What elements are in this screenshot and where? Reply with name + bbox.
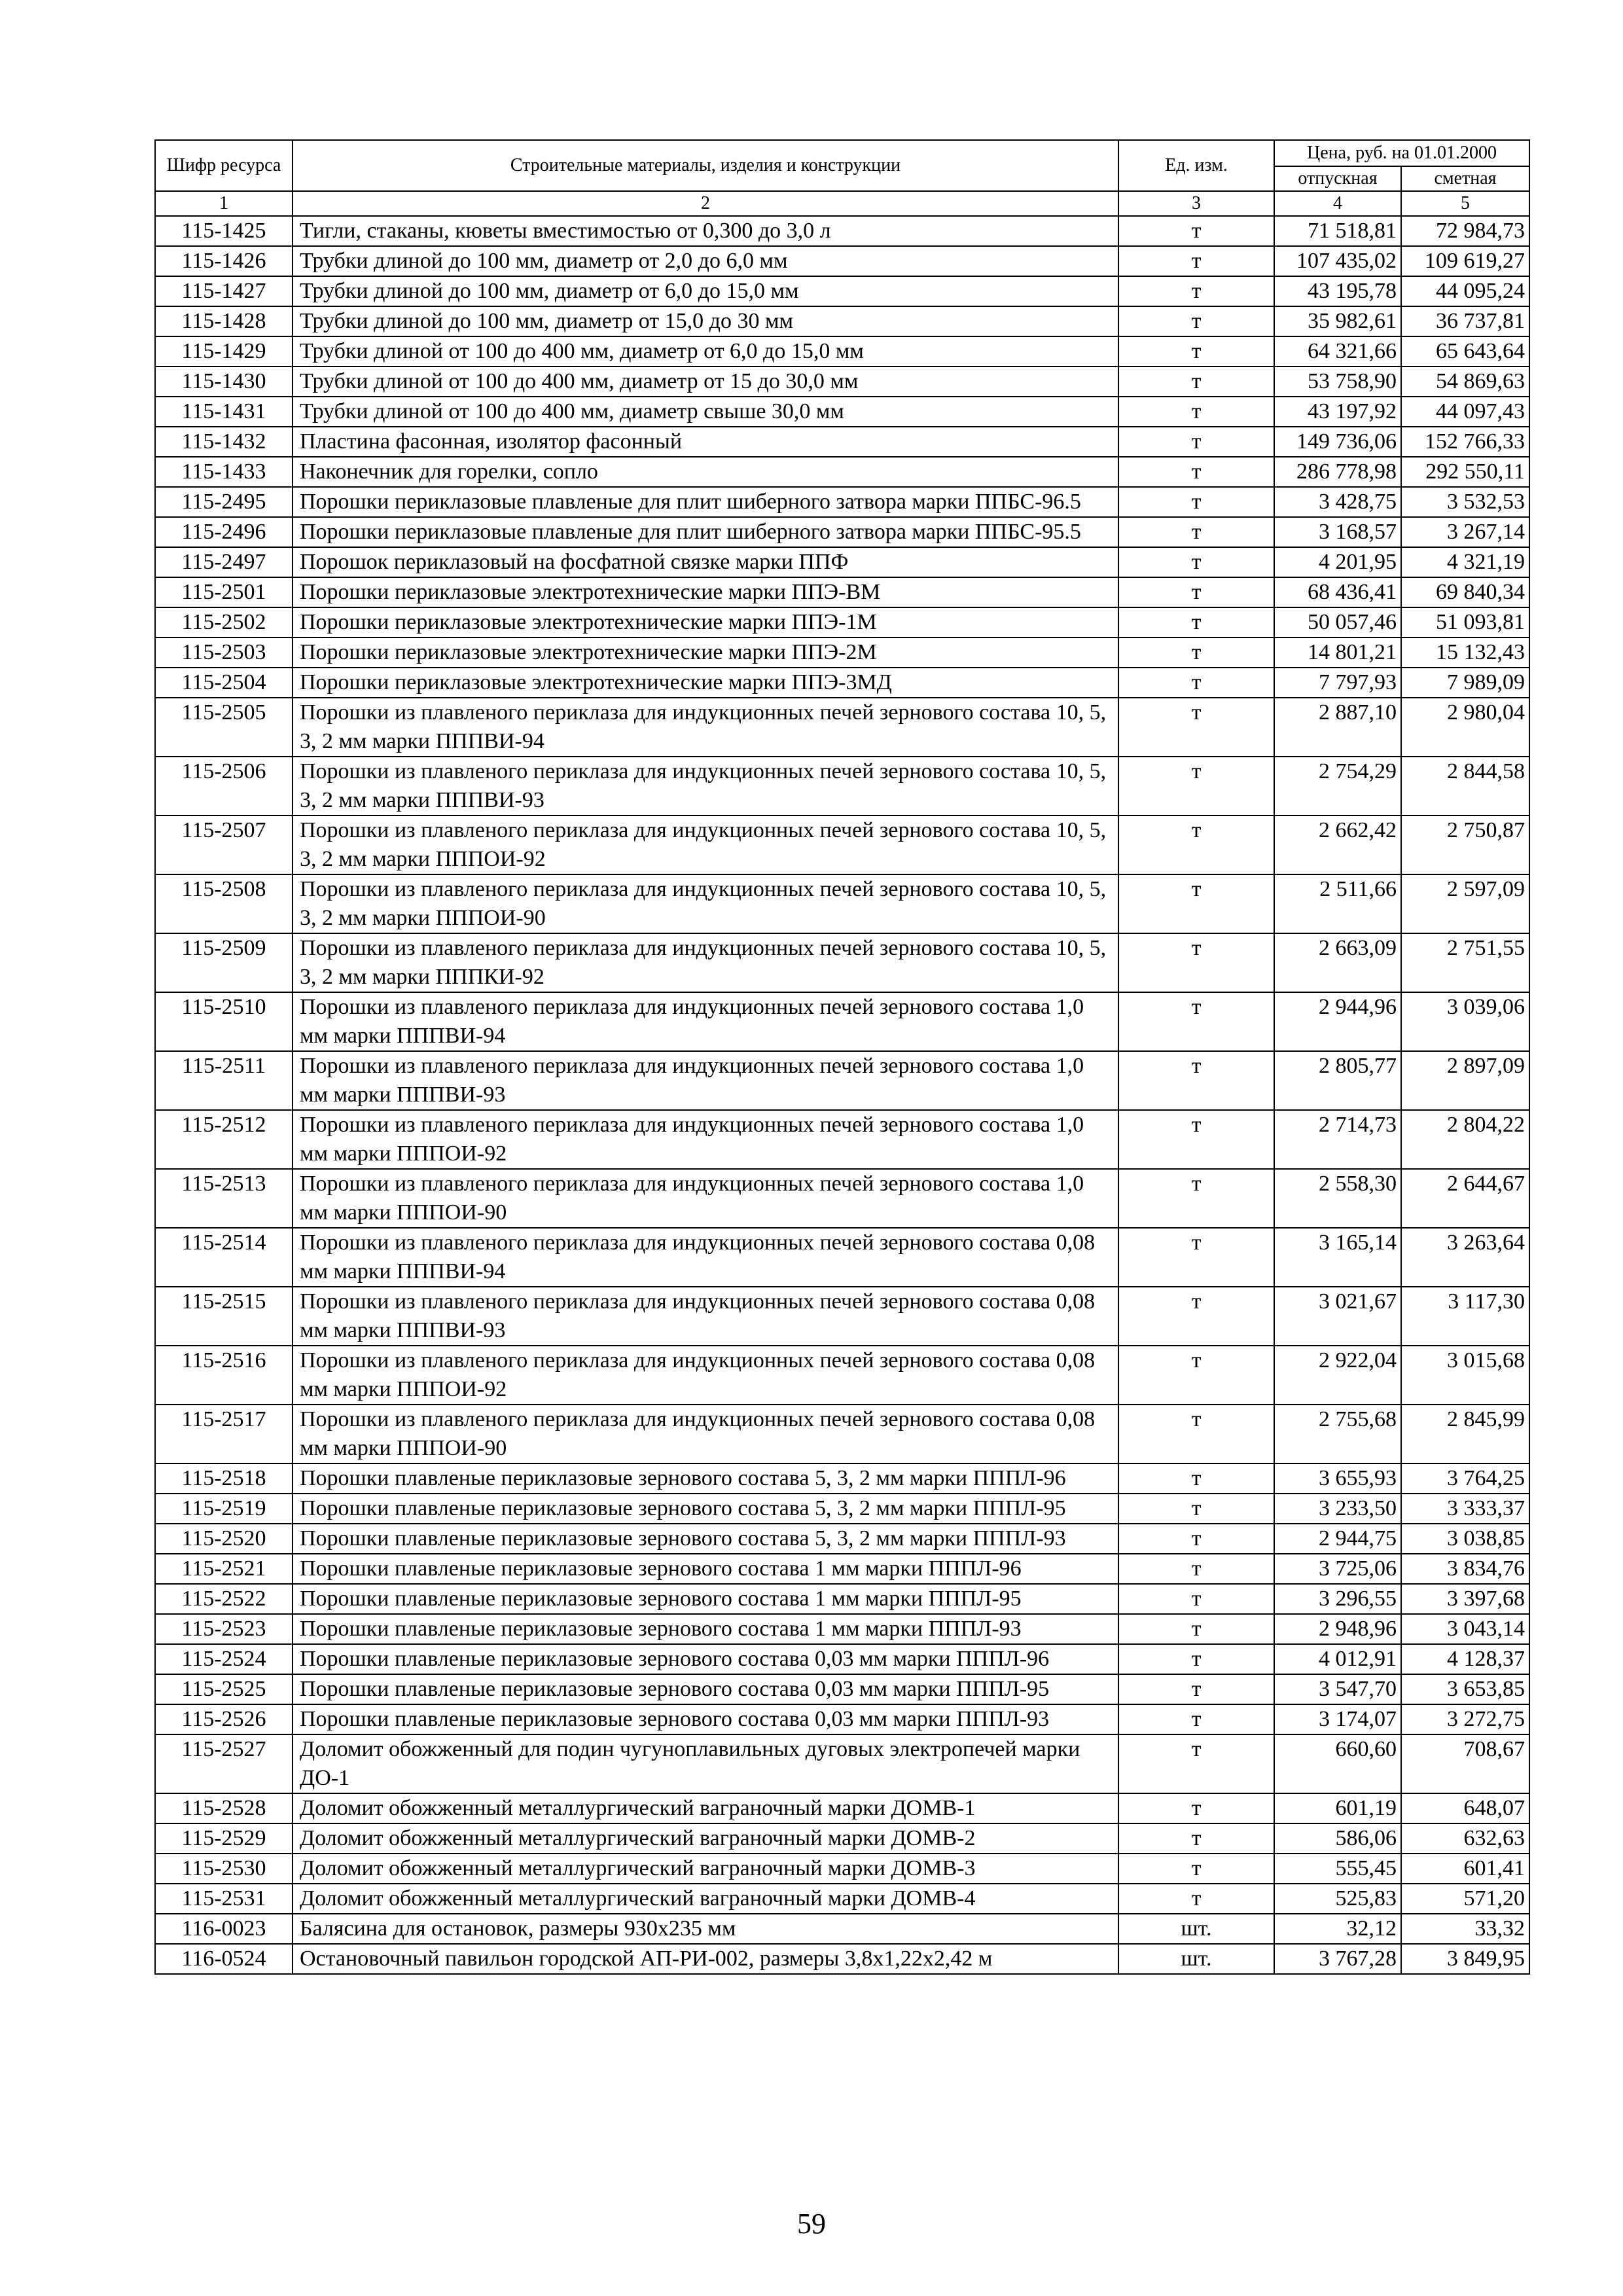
row-unit: т (1118, 276, 1274, 306)
row-unit: т (1118, 1405, 1274, 1463)
row-price-release: 3 725,06 (1274, 1554, 1401, 1584)
row-price-estimate: 632,63 (1401, 1823, 1529, 1854)
table-row (155, 246, 1529, 276)
table-row (155, 1554, 1529, 1584)
row-price-estimate: 3 015,68 (1401, 1346, 1529, 1405)
row-price-estimate: 2 750,87 (1401, 816, 1529, 874)
row-name: Порошки периклазовые электротехнические марки ППЭ-3МД (293, 668, 1118, 698)
row-code: 115-1431 (155, 397, 293, 427)
row-price-release: 525,83 (1274, 1884, 1401, 1914)
row-price-estimate: 15 132,43 (1401, 637, 1529, 668)
row-name: Порошки из плавленого периклаза для индукционных печей зернового состава 0,08 мм марки ПППОИ-92 (293, 1346, 1118, 1405)
row-price-estimate: 2 897,09 (1401, 1051, 1529, 1110)
row-name: Порошки из плавленого периклаза для индукционных печей зернового состава 10, 5, 3, 2 мм марки ПППОИ-92 (293, 816, 1118, 874)
row-price-estimate: 3 272,75 (1401, 1704, 1529, 1734)
row-unit: т (1118, 1854, 1274, 1884)
row-unit: т (1118, 1494, 1274, 1524)
row-code: 115-2496 (155, 517, 293, 547)
row-unit: т (1118, 668, 1274, 698)
row-price-release: 68 436,41 (1274, 577, 1401, 607)
table-row (155, 1228, 1529, 1287)
row-code: 115-2509 (155, 933, 293, 992)
row-price-estimate: 109 619,27 (1401, 246, 1529, 276)
row-name: Доломит обожженный для подин чугуноплавильных дуговых электропечей марки ДО-1 (293, 1734, 1118, 1793)
row-code: 115-2529 (155, 1823, 293, 1854)
row-unit: т (1118, 1674, 1274, 1704)
row-price-estimate: 3 038,85 (1401, 1524, 1529, 1554)
row-price-estimate: 44 095,24 (1401, 276, 1529, 306)
row-price-release: 7 797,93 (1274, 668, 1401, 698)
row-price-estimate: 69 840,34 (1401, 577, 1529, 607)
table-row (155, 1823, 1529, 1854)
row-price-estimate: 648,07 (1401, 1793, 1529, 1823)
row-name: Порошки из плавленого периклаза для индукционных печей зернового состава 10, 5, 3, 2 мм марки ПППВИ-94 (293, 698, 1118, 757)
row-code: 115-2507 (155, 816, 293, 874)
row-price-estimate: 3 764,25 (1401, 1463, 1529, 1494)
row-name: Порошки плавленые периклазовые зернового состава 5, 3, 2 мм марки ПППЛ-93 (293, 1524, 1118, 1554)
row-price-estimate: 601,41 (1401, 1854, 1529, 1884)
row-name: Трубки длиной от 100 до 400 мм, диаметр свыше 30,0 мм (293, 397, 1118, 427)
row-name: Порошки из плавленого периклаза для индукционных печей зернового состава 1,0 мм марки ПППВИ-94 (293, 992, 1118, 1051)
row-name: Трубки длиной до 100 мм, диаметр от 6,0 до 15,0 мм (293, 276, 1118, 306)
row-code: 115-2497 (155, 547, 293, 577)
row-price-estimate: 2 751,55 (1401, 933, 1529, 992)
row-code: 115-2519 (155, 1494, 293, 1524)
row-name: Наконечник для горелки, сопло (293, 457, 1118, 487)
row-price-release: 64 321,66 (1274, 336, 1401, 367)
row-code: 115-2523 (155, 1614, 293, 1644)
table-row (155, 276, 1529, 306)
row-price-estimate: 72 984,73 (1401, 216, 1529, 246)
row-name: Порошки периклазовые электротехнические марки ППЭ-2М (293, 637, 1118, 668)
row-name: Порошки плавленые периклазовые зернового состава 0,03 мм марки ПППЛ-95 (293, 1674, 1118, 1704)
row-name: Трубки длиной до 100 мм, диаметр от 2,0 до 6,0 мм (293, 246, 1118, 276)
row-price-estimate: 36 737,81 (1401, 306, 1529, 336)
header-code: Шифр ресурса (155, 140, 293, 191)
table-row (155, 1884, 1529, 1914)
header-price: Цена, руб. на 01.01.2000 (1274, 140, 1529, 166)
row-unit: т (1118, 874, 1274, 933)
row-price-estimate: 44 097,43 (1401, 397, 1529, 427)
table-row (155, 816, 1529, 874)
row-name: Порошки из плавленого периклаза для индукционных печей зернового состава 1,0 мм марки ПППОИ-92 (293, 1110, 1118, 1169)
table-row (155, 336, 1529, 367)
row-price-release: 660,60 (1274, 1734, 1401, 1793)
table-row (155, 1944, 1529, 1974)
page-number: 59 (797, 2208, 826, 2240)
row-name: Порошки периклазовые плавленые для плит шиберного затвора марки ППБС-96.5 (293, 487, 1118, 517)
row-name: Порошки из плавленого периклаза для индукционных печей зернового состава 0,08 мм марки ПППОИ-90 (293, 1405, 1118, 1463)
row-price-estimate: 292 550,11 (1401, 457, 1529, 487)
table-row (155, 1914, 1529, 1944)
row-price-estimate: 3 267,14 (1401, 517, 1529, 547)
row-price-estimate: 65 643,64 (1401, 336, 1529, 367)
table-row (155, 933, 1529, 992)
row-unit: т (1118, 306, 1274, 336)
row-name: Трубки длиной от 100 до 400 мм, диаметр от 6,0 до 15,0 мм (293, 336, 1118, 367)
table-row (155, 874, 1529, 933)
row-price-estimate: 3 263,64 (1401, 1228, 1529, 1287)
row-price-release: 2 714,73 (1274, 1110, 1401, 1169)
row-price-estimate: 2 844,58 (1401, 757, 1529, 816)
row-price-release: 3 428,75 (1274, 487, 1401, 517)
row-code: 115-2510 (155, 992, 293, 1051)
row-price-estimate: 7 989,09 (1401, 668, 1529, 698)
row-code: 115-2514 (155, 1228, 293, 1287)
row-unit: т (1118, 1287, 1274, 1346)
row-price-release: 50 057,46 (1274, 607, 1401, 637)
row-code: 115-2526 (155, 1704, 293, 1734)
row-code: 115-2515 (155, 1287, 293, 1346)
row-unit: т (1118, 367, 1274, 397)
row-price-release: 2 662,42 (1274, 816, 1401, 874)
header-col-number: 4 (1274, 191, 1401, 216)
row-code: 115-2501 (155, 577, 293, 607)
row-price-release: 4 012,91 (1274, 1644, 1401, 1674)
row-price-release: 2 511,66 (1274, 874, 1401, 933)
header-price-estimate: сметная (1401, 166, 1529, 191)
row-price-release: 35 982,61 (1274, 306, 1401, 336)
row-name: Порошки плавленые периклазовые зернового состава 0,03 мм марки ПППЛ-96 (293, 1644, 1118, 1674)
table-row (155, 216, 1529, 246)
row-code: 115-2528 (155, 1793, 293, 1823)
header-col-number: 1 (155, 191, 293, 216)
table-row (155, 487, 1529, 517)
row-price-release: 586,06 (1274, 1823, 1401, 1854)
row-price-release: 71 518,81 (1274, 216, 1401, 246)
row-unit: т (1118, 547, 1274, 577)
row-price-release: 14 801,21 (1274, 637, 1401, 668)
row-name: Порошки плавленые периклазовые зернового состава 1 мм марки ПППЛ-95 (293, 1584, 1118, 1614)
table-row (155, 577, 1529, 607)
row-unit: т (1118, 1554, 1274, 1584)
row-price-release: 2 663,09 (1274, 933, 1401, 992)
row-unit: т (1118, 577, 1274, 607)
row-unit: т (1118, 1463, 1274, 1494)
table-row (155, 668, 1529, 698)
row-unit: т (1118, 487, 1274, 517)
row-price-release: 3 655,93 (1274, 1463, 1401, 1494)
row-code: 116-0524 (155, 1944, 293, 1974)
row-price-release: 3 165,14 (1274, 1228, 1401, 1287)
header-col-number: 3 (1118, 191, 1274, 216)
row-price-estimate: 51 093,81 (1401, 607, 1529, 637)
row-price-estimate: 54 869,63 (1401, 367, 1529, 397)
row-unit: т (1118, 1644, 1274, 1674)
row-code: 115-2525 (155, 1674, 293, 1704)
row-unit: т (1118, 397, 1274, 427)
row-code: 115-1428 (155, 306, 293, 336)
row-unit: т (1118, 336, 1274, 367)
row-price-release: 555,45 (1274, 1854, 1401, 1884)
row-code: 115-1430 (155, 367, 293, 397)
table-row (155, 457, 1529, 487)
row-code: 115-2520 (155, 1524, 293, 1554)
row-price-release: 2 558,30 (1274, 1169, 1401, 1228)
table-row (155, 367, 1529, 397)
row-price-release: 2 887,10 (1274, 698, 1401, 757)
row-price-release: 32,12 (1274, 1914, 1401, 1944)
row-name: Порошки периклазовые плавленые для плит шиберного затвора марки ППБС-95.5 (293, 517, 1118, 547)
row-price-release: 43 197,92 (1274, 397, 1401, 427)
row-code: 115-2505 (155, 698, 293, 757)
row-unit: шт. (1118, 1914, 1274, 1944)
table-row (155, 1674, 1529, 1704)
row-unit: т (1118, 757, 1274, 816)
row-price-release: 43 195,78 (1274, 276, 1401, 306)
table-row (155, 1051, 1529, 1110)
row-unit: т (1118, 1734, 1274, 1793)
row-price-estimate: 2 597,09 (1401, 874, 1529, 933)
row-price-estimate: 2 980,04 (1401, 698, 1529, 757)
row-code: 115-2504 (155, 668, 293, 698)
row-code: 115-1433 (155, 457, 293, 487)
row-code: 115-2524 (155, 1644, 293, 1674)
row-price-release: 3 021,67 (1274, 1287, 1401, 1346)
row-price-estimate: 3 849,95 (1401, 1944, 1529, 1974)
row-unit: т (1118, 216, 1274, 246)
row-unit: т (1118, 1614, 1274, 1644)
row-price-estimate: 708,67 (1401, 1734, 1529, 1793)
row-unit: т (1118, 457, 1274, 487)
row-price-estimate: 4 128,37 (1401, 1644, 1529, 1674)
row-name: Порошки из плавленого периклаза для индукционных печей зернового состава 10, 5, 3, 2 мм марки ПППВИ-93 (293, 757, 1118, 816)
row-name: Доломит обожженный металлургический ваграночный марки ДОМВ-2 (293, 1823, 1118, 1854)
row-unit: т (1118, 1793, 1274, 1823)
row-name: Порошки плавленые периклазовые зернового состава 1 мм марки ПППЛ-93 (293, 1614, 1118, 1644)
row-code: 115-2531 (155, 1884, 293, 1914)
row-name: Доломит обожженный металлургический ваграночный марки ДОМВ-4 (293, 1884, 1118, 1914)
row-price-estimate: 2 845,99 (1401, 1405, 1529, 1463)
table-row (155, 1704, 1529, 1734)
header-name: Строительные материалы, изделия и конструкции (293, 140, 1118, 191)
row-name: Доломит обожженный металлургический ваграночный марки ДОМВ-3 (293, 1854, 1118, 1884)
row-price-estimate: 3 532,53 (1401, 487, 1529, 517)
row-code: 115-1427 (155, 276, 293, 306)
row-price-release: 2 922,04 (1274, 1346, 1401, 1405)
table-row (155, 1734, 1529, 1793)
row-name: Тигли, стаканы, кюветы вместимостью от 0,300 до 3,0 л (293, 216, 1118, 246)
row-code: 115-1425 (155, 216, 293, 246)
table-row (155, 1584, 1529, 1614)
row-unit: т (1118, 992, 1274, 1051)
row-code: 116-0023 (155, 1914, 293, 1944)
row-unit: т (1118, 1346, 1274, 1405)
price-table-sheet (154, 139, 1529, 1975)
row-price-estimate: 571,20 (1401, 1884, 1529, 1914)
row-code: 115-2511 (155, 1051, 293, 1110)
table-row (155, 757, 1529, 816)
row-unit: т (1118, 246, 1274, 276)
row-code: 115-2512 (155, 1110, 293, 1169)
row-name: Балясина для остановок, размеры 930х235 мм (293, 1914, 1118, 1944)
row-code: 115-2530 (155, 1854, 293, 1884)
table-row (155, 1854, 1529, 1884)
row-name: Порошки плавленые периклазовые зернового состава 5, 3, 2 мм марки ПППЛ-95 (293, 1494, 1118, 1524)
row-price-release: 2 755,68 (1274, 1405, 1401, 1463)
row-unit: т (1118, 933, 1274, 992)
row-price-release: 2 948,96 (1274, 1614, 1401, 1644)
row-code: 115-2503 (155, 637, 293, 668)
row-price-estimate: 3 117,30 (1401, 1287, 1529, 1346)
table-row (155, 1793, 1529, 1823)
table-row (155, 992, 1529, 1051)
row-code: 115-2522 (155, 1584, 293, 1614)
table-row (155, 1494, 1529, 1524)
table-row (155, 427, 1529, 457)
row-name: Порошок периклазовый на фосфатной связке марки ППФ (293, 547, 1118, 577)
row-price-estimate: 3 834,76 (1401, 1554, 1529, 1584)
row-price-estimate: 33,32 (1401, 1914, 1529, 1944)
row-code: 115-2518 (155, 1463, 293, 1494)
row-code: 115-1429 (155, 336, 293, 367)
row-price-release: 149 736,06 (1274, 427, 1401, 457)
row-price-release: 3 174,07 (1274, 1704, 1401, 1734)
table-row (155, 1405, 1529, 1463)
table-row (155, 1524, 1529, 1554)
row-price-estimate: 152 766,33 (1401, 427, 1529, 457)
row-unit: т (1118, 1169, 1274, 1228)
row-price-release: 2 944,96 (1274, 992, 1401, 1051)
row-name: Трубки длиной до 100 мм, диаметр от 15,0 до 30 мм (293, 306, 1118, 336)
row-name: Порошки из плавленого периклаза для индукционных печей зернового состава 1,0 мм марки ПППОИ-90 (293, 1169, 1118, 1228)
table-row (155, 1463, 1529, 1494)
table-row (155, 1346, 1529, 1405)
row-price-release: 2 754,29 (1274, 757, 1401, 816)
table-row (155, 1287, 1529, 1346)
table-row (155, 698, 1529, 757)
row-code: 115-1426 (155, 246, 293, 276)
row-code: 115-2516 (155, 1346, 293, 1405)
row-price-estimate: 3 653,85 (1401, 1674, 1529, 1704)
row-name: Порошки плавленые периклазовые зернового состава 1 мм марки ПППЛ-96 (293, 1554, 1118, 1584)
row-unit: т (1118, 637, 1274, 668)
table-row (155, 397, 1529, 427)
row-code: 115-2527 (155, 1734, 293, 1793)
row-unit: т (1118, 607, 1274, 637)
table-row (155, 607, 1529, 637)
row-code: 115-2517 (155, 1405, 293, 1463)
table-header (155, 140, 1529, 216)
row-unit: т (1118, 1051, 1274, 1110)
table-row (155, 1169, 1529, 1228)
row-price-release: 53 758,90 (1274, 367, 1401, 397)
row-name: Остановочный павильон городской АП-РИ-002, размеры 3,8х1,22х2,42 м (293, 1944, 1118, 1974)
row-price-estimate: 2 644,67 (1401, 1169, 1529, 1228)
row-name: Порошки плавленые периклазовые зернового состава 5, 3, 2 мм марки ПППЛ-96 (293, 1463, 1118, 1494)
row-price-release: 3 168,57 (1274, 517, 1401, 547)
row-unit: шт. (1118, 1944, 1274, 1974)
table-row (155, 1644, 1529, 1674)
row-code: 115-1432 (155, 427, 293, 457)
row-price-release: 601,19 (1274, 1793, 1401, 1823)
table-row (155, 517, 1529, 547)
row-name: Порошки периклазовые электротехнические марки ППЭ-1М (293, 607, 1118, 637)
row-unit: т (1118, 517, 1274, 547)
table-row (155, 1110, 1529, 1169)
row-name: Трубки длиной от 100 до 400 мм, диаметр от 15 до 30,0 мм (293, 367, 1118, 397)
row-code: 115-2502 (155, 607, 293, 637)
row-code: 115-2495 (155, 487, 293, 517)
row-code: 115-2506 (155, 757, 293, 816)
row-price-release: 3 296,55 (1274, 1584, 1401, 1614)
row-name: Порошки периклазовые электротехнические марки ППЭ-ВМ (293, 577, 1118, 607)
row-unit: т (1118, 698, 1274, 757)
row-unit: т (1118, 1884, 1274, 1914)
table-row (155, 306, 1529, 336)
table-body (155, 216, 1529, 1974)
row-unit: т (1118, 1823, 1274, 1854)
row-price-release: 107 435,02 (1274, 246, 1401, 276)
row-name: Порошки из плавленого периклаза для индукционных печей зернового состава 0,08 мм марки ПППВИ-93 (293, 1287, 1118, 1346)
row-name: Доломит обожженный металлургический ваграночный марки ДОМВ-1 (293, 1793, 1118, 1823)
price-table (154, 139, 1530, 1975)
row-name: Порошки из плавленого периклаза для индукционных печей зернового состава 0,08 мм марки ПППВИ-94 (293, 1228, 1118, 1287)
row-price-estimate: 3 043,14 (1401, 1614, 1529, 1644)
row-price-release: 3 233,50 (1274, 1494, 1401, 1524)
row-unit: т (1118, 1584, 1274, 1614)
row-price-estimate: 2 804,22 (1401, 1110, 1529, 1169)
row-unit: т (1118, 816, 1274, 874)
table-row (155, 547, 1529, 577)
row-unit: т (1118, 1110, 1274, 1169)
table-row (155, 1614, 1529, 1644)
row-name: Порошки плавленые периклазовые зернового состава 0,03 мм марки ПППЛ-93 (293, 1704, 1118, 1734)
table-row (155, 637, 1529, 668)
row-price-release: 3 547,70 (1274, 1674, 1401, 1704)
row-unit: т (1118, 427, 1274, 457)
row-name: Пластина фасонная, изолятор фасонный (293, 427, 1118, 457)
row-price-estimate: 4 321,19 (1401, 547, 1529, 577)
row-code: 115-2508 (155, 874, 293, 933)
header-unit: Ед. изм. (1118, 140, 1274, 191)
row-price-release: 2 805,77 (1274, 1051, 1401, 1110)
header-col-number: 2 (293, 191, 1118, 216)
header-col-number: 5 (1401, 191, 1529, 216)
row-price-estimate: 3 333,37 (1401, 1494, 1529, 1524)
row-code: 115-2513 (155, 1169, 293, 1228)
row-unit: т (1118, 1704, 1274, 1734)
row-unit: т (1118, 1524, 1274, 1554)
row-name: Порошки из плавленого периклаза для индукционных печей зернового состава 10, 5, 3, 2 мм марки ПППКИ-92 (293, 933, 1118, 992)
row-price-release: 3 767,28 (1274, 1944, 1401, 1974)
row-price-estimate: 3 397,68 (1401, 1584, 1529, 1614)
row-price-release: 4 201,95 (1274, 547, 1401, 577)
header-price-release: отпускная (1274, 166, 1401, 191)
row-unit: т (1118, 1228, 1274, 1287)
row-name: Порошки из плавленого периклаза для индукционных печей зернового состава 10, 5, 3, 2 мм марки ПППОИ-90 (293, 874, 1118, 933)
row-code: 115-2521 (155, 1554, 293, 1584)
row-name: Порошки из плавленого периклаза для индукционных печей зернового состава 1,0 мм марки ПППВИ-93 (293, 1051, 1118, 1110)
row-price-release: 286 778,98 (1274, 457, 1401, 487)
row-price-release: 2 944,75 (1274, 1524, 1401, 1554)
row-price-estimate: 3 039,06 (1401, 992, 1529, 1051)
